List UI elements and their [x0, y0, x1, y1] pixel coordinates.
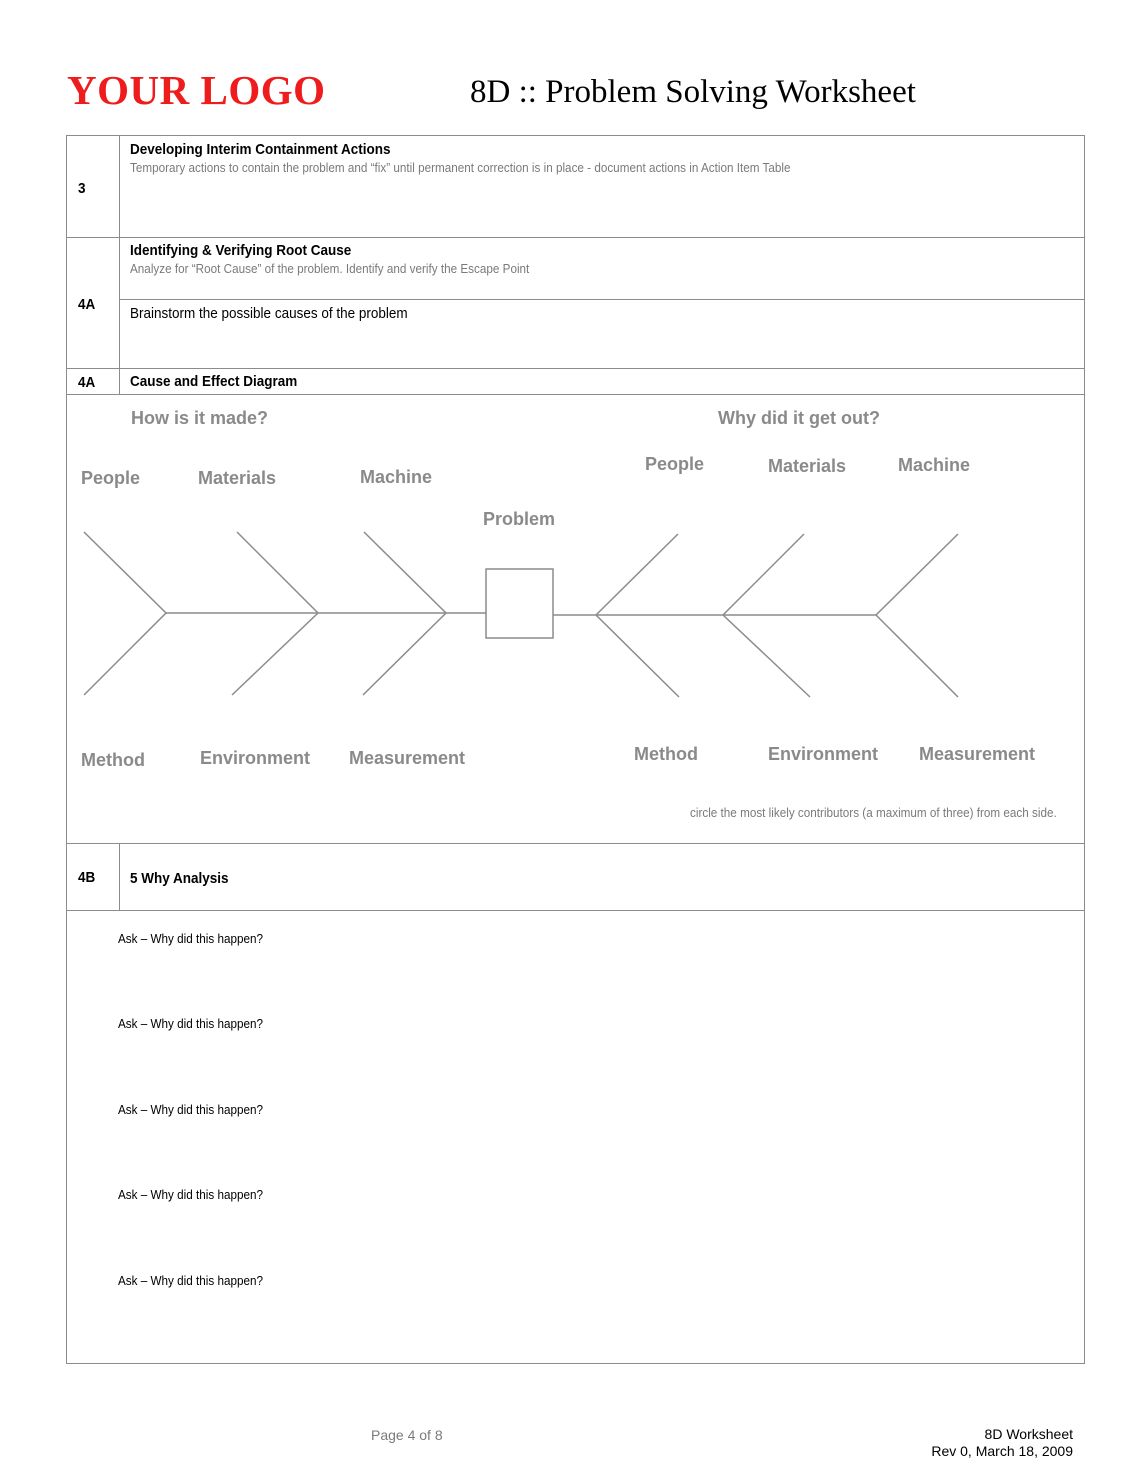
problem-label: Problem: [483, 509, 556, 529]
section-title: 5 Why Analysis: [130, 870, 229, 887]
section-number: 4B: [78, 869, 96, 886]
page-title: 8D :: Problem Solving Worksheet: [470, 74, 916, 110]
right-cause-environment: Environment: [768, 744, 879, 764]
diagram-heading-right: Why did it get out?: [718, 408, 880, 428]
section-title: Developing Interim Containment Actions: [130, 141, 391, 158]
left-cause-materials: Materials: [198, 468, 277, 488]
section-subtitle: Analyze for “Root Cause” of the problem. Identify and verify the Escape Point: [130, 261, 530, 276]
page-number: Page 4 of 8: [371, 1427, 443, 1443]
diagram-heading-left: How is it made?: [131, 408, 269, 428]
why-prompt-5: Ask – Why did this happen?: [118, 1273, 264, 1288]
right-cause-materials: Materials: [768, 456, 847, 476]
section-number: 4A: [78, 374, 96, 391]
section-number: 3: [78, 180, 86, 197]
left-bone-people: [84, 532, 166, 695]
problem-box: [486, 569, 553, 638]
why-prompt-3: Ask – Why did this happen?: [118, 1102, 264, 1117]
section-title: Cause and Effect Diagram: [130, 373, 298, 390]
diagram-note: circle the most likely contributors (a maximum of three) from each side.: [690, 805, 1057, 820]
footer-doc-info: [931, 1426, 1073, 1460]
right-cause-machine: Machine: [898, 455, 971, 475]
section-title: Identifying & Verifying Root Cause: [130, 242, 352, 259]
left-cause-environment: Environment: [200, 748, 311, 768]
left-cause-machine: Machine: [360, 467, 433, 487]
right-bone-machine: [876, 534, 958, 697]
footer-revision: Rev 0, March 18, 2009: [931, 1443, 1073, 1459]
right-cause-measurement: Measurement: [919, 744, 1036, 764]
why-prompt-2: Ask – Why did this happen?: [118, 1016, 264, 1031]
section-number: 4A: [78, 296, 96, 313]
left-cause-measurement: Measurement: [349, 748, 466, 768]
why-prompt-4: Ask – Why did this happen?: [118, 1187, 264, 1202]
why-prompt-1: Ask – Why did this happen?: [118, 931, 264, 946]
brainstorm-prompt: Brainstorm the possible causes of the problem: [130, 305, 408, 322]
right-cause-people: People: [645, 454, 705, 474]
left-cause-method: Method: [81, 750, 145, 770]
footer-doc-name: 8D Worksheet: [984, 1426, 1073, 1442]
left-cause-people: People: [81, 468, 141, 488]
right-cause-method: Method: [634, 744, 698, 764]
section-subtitle: Temporary actions to contain the problem and “fix” until permanent correction is in place - document actions in Action Item Table: [130, 160, 791, 175]
logo-text: YOUR LOGO: [67, 67, 326, 113]
